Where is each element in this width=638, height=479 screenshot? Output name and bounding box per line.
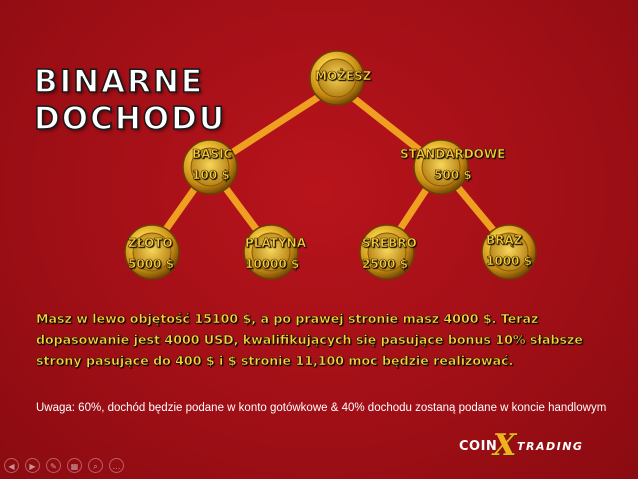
- logo-x-mark: X: [493, 428, 517, 463]
- logo-coin-text: COIN: [459, 439, 498, 454]
- note-paragraph: Uwaga: 60%, dochód będzie podane w konto gotówkowe & 40% dochodu zostaną podane w koncie handlowym: [36, 402, 607, 414]
- previous-slide-button[interactable]: ◀: [4, 458, 19, 473]
- slide-title: [34, 64, 226, 138]
- node-root-line1: MOŻESZ: [315, 69, 372, 83]
- zoom-button[interactable]: ⌕: [88, 458, 103, 473]
- pen-tool-button[interactable]: ✎: [46, 458, 61, 473]
- see-all-slides-button[interactable]: ▦: [67, 458, 82, 473]
- title-line1: BINARNE: [34, 64, 205, 100]
- node-rr-label: [486, 230, 532, 272]
- node-lr-line2: 10000 $: [245, 257, 300, 271]
- title-line2: DOCHODU: [34, 101, 227, 137]
- node-lr-line1: PLATYNA: [245, 236, 307, 250]
- node-rr-line2: 1000 $: [486, 254, 532, 268]
- node-left-line2: 100 $: [192, 168, 230, 182]
- slideshow-toolbar: [4, 458, 124, 474]
- more-options-button[interactable]: …: [109, 458, 124, 473]
- node-left-label: [192, 144, 232, 186]
- next-slide-button[interactable]: ▶: [25, 458, 40, 473]
- node-right-line1: STANDARDOWE: [400, 147, 506, 161]
- node-right-line2: 500 $: [434, 168, 472, 182]
- node-rl-label: [362, 233, 417, 275]
- node-ll-line1: ZŁOTO: [128, 236, 173, 250]
- node-ll-label: [128, 233, 174, 275]
- logo-trading-text: TRADING: [517, 440, 584, 453]
- node-rr-line1: BRĄZ: [486, 233, 523, 247]
- main-paragraph: Masz w lewo objętość 15100 $, a po prawej stronie masz 4000 $. Teraz dopasowanie jest 4000 USD, kwalifikujących się pasujące bonus 10% słabsze strony pasujące do 400 $ i $ stronie 11,100 moc będzie realizować.: [36, 311, 583, 368]
- node-left-line1: BASIC: [192, 147, 233, 161]
- coinxtrading-logo: [455, 428, 595, 463]
- node-ll-line2: 5000 $: [128, 257, 174, 271]
- node-lr-label: [245, 233, 306, 275]
- node-root-label: [315, 66, 371, 87]
- node-right-label: [400, 144, 505, 186]
- node-rl-line2: 2500 $: [362, 257, 408, 271]
- node-rl-line1: SREBRO: [362, 236, 417, 250]
